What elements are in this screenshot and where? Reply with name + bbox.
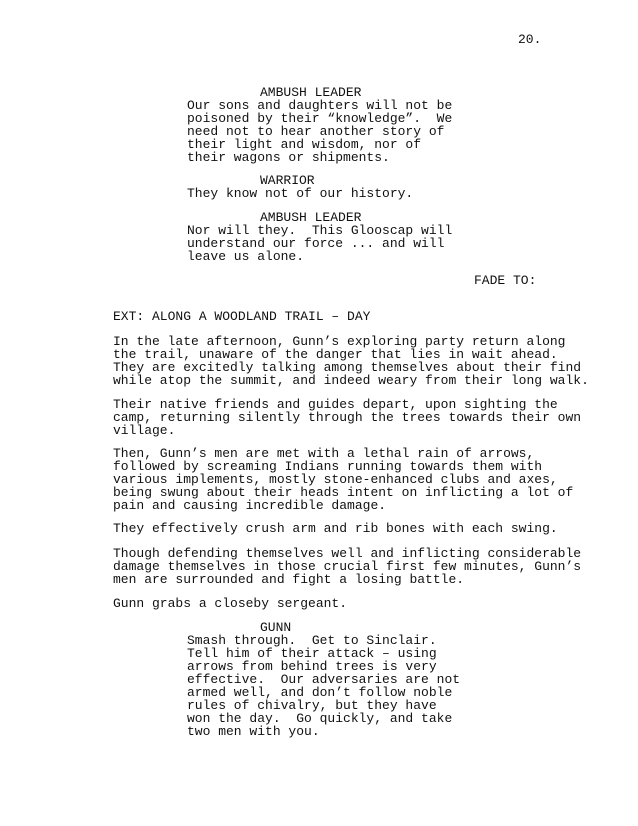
dialogue-line: understand our force ... and will — [187, 236, 445, 251]
action-line: In the late afternoon, Gunn’s exploring party return along — [113, 334, 566, 349]
action-line: Then, Gunn’s men are met with a lethal rain of arrows, — [113, 446, 535, 461]
action-line: They effectively crush arm and rib bones with each swing. — [113, 521, 558, 536]
action-line: They are excitedly talking among themselves about their find — [113, 360, 582, 375]
dialogue-line: poisoned by their “knowledge”. We — [187, 111, 453, 126]
page-number: 20. — [518, 32, 542, 47]
dialogue-line: Tell him of their attack – using — [187, 646, 437, 661]
dialogue-line: need not to hear another story of — [187, 124, 445, 139]
action-line: followed by screaming Indians running towards them with — [113, 459, 543, 474]
dialogue-line: won the day. Go quickly, and take — [187, 711, 453, 726]
dialogue-line: Our sons and daughters will not be — [187, 98, 453, 113]
dialogue-line: rules of chivalry, but they have — [187, 698, 437, 713]
dialogue-line: They know not of our history. — [187, 186, 414, 201]
dialogue-line: their wagons or shipments. — [187, 150, 390, 165]
character-name: WARRIOR — [260, 173, 315, 188]
character-name: AMBUSH LEADER — [260, 210, 362, 225]
transition: FADE TO: — [474, 273, 537, 288]
action-line: village. — [113, 423, 176, 438]
action-line: various implements, mostly stone-enhanced clubs and axes, — [113, 472, 558, 487]
dialogue-line: effective. Our adversaries are not — [187, 672, 461, 687]
action-line: Their native friends and guides depart, upon sighting the — [113, 397, 558, 412]
action-line: Gunn grabs a closeby sergeant. — [113, 596, 348, 611]
action-line: camp, returning silently through the trees towards their own — [113, 410, 582, 425]
dialogue-line: Nor will they. This Glooscap will — [187, 223, 453, 238]
action-line: pain and causing incredible damage. — [113, 498, 387, 513]
character-name: AMBUSH LEADER — [260, 85, 362, 100]
dialogue-line: armed well, and don’t follow noble — [187, 685, 453, 700]
dialogue-line: two men with you. — [187, 724, 320, 739]
action-line: damage themselves in those crucial first few minutes, Gunn’s — [113, 559, 582, 574]
dialogue-line: their light and wisdom, nor of — [187, 137, 422, 152]
dialogue-line: arrows from behind trees is very — [187, 659, 437, 674]
dialogue-line: Smash through. Get to Sinclair. — [187, 633, 437, 648]
dialogue-line: leave us alone. — [187, 249, 305, 264]
action-line: being swung about their heads intent on inflicting a lot of — [113, 485, 574, 500]
character-name: GUNN — [260, 620, 292, 635]
scene-heading: EXT: ALONG A WOODLAND TRAIL – DAY — [113, 309, 371, 324]
action-line: men are surrounded and fight a losing battle. — [113, 572, 465, 587]
action-line: the trail, unaware of the danger that lies in wait ahead. — [113, 347, 558, 362]
action-line: while atop the summit, and indeed weary from their long walk. — [113, 373, 589, 388]
action-line: Though defending themselves well and inflicting considerable — [113, 546, 582, 561]
